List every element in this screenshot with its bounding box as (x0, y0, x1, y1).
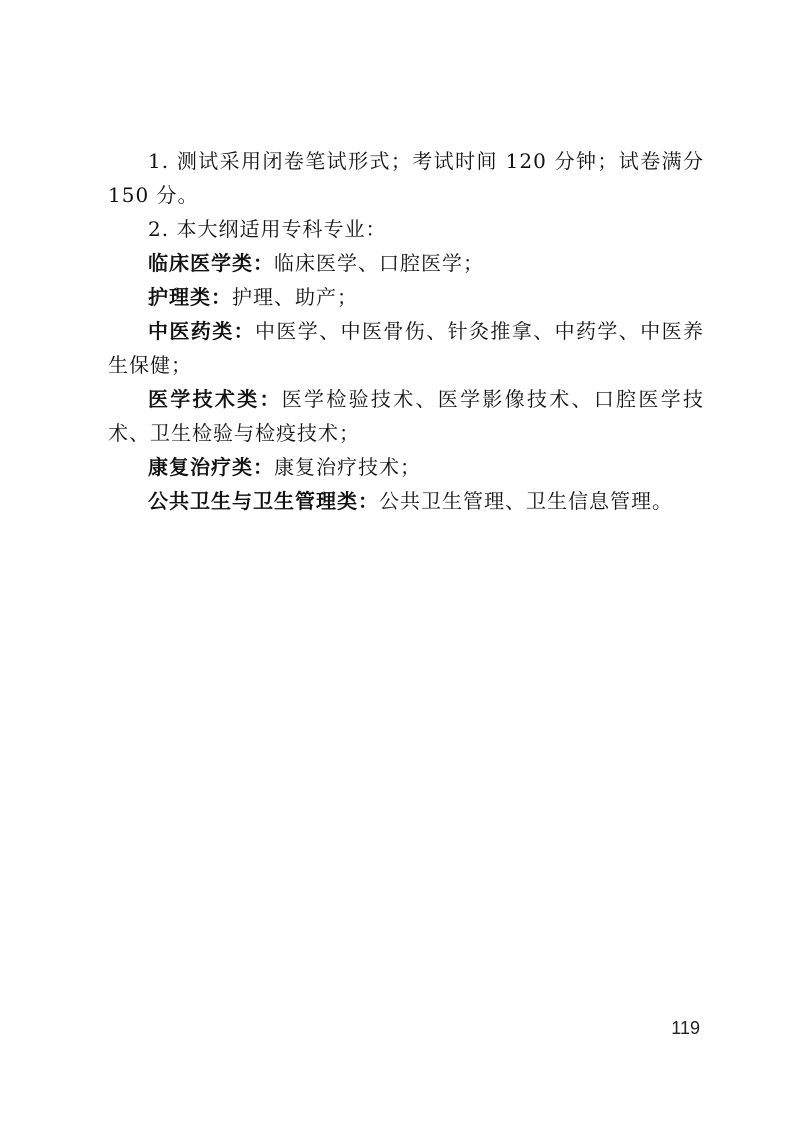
major-category-public-health (108, 484, 704, 518)
page-number: 119 (671, 1018, 700, 1038)
applicable-majors-intro: 2. 本大纲适用专科专业： (148, 217, 387, 241)
category-label: 医学技术类： (148, 387, 282, 411)
category-label: 康复治疗类： (148, 455, 274, 479)
category-label: 护理类： (148, 285, 232, 309)
category-items: 医学检验技术、医学影像技术、口腔医学技术、卫生检验与检疫技术； (108, 387, 704, 445)
major-category-rehab (108, 450, 704, 484)
major-category-tcm (108, 314, 704, 382)
category-items: 中医学、中医骨伤、针灸推拿、中药学、中医养生保健； (108, 319, 704, 377)
category-label: 公共卫生与卫生管理类： (148, 489, 379, 513)
category-label: 中医药类： (148, 319, 255, 343)
category-items: 康复治疗技术； (274, 455, 421, 479)
exam-format-paragraph: 1. 测试采用闭卷笔试形式；考试时间 120 分钟；试卷满分 150 分。 (108, 149, 704, 207)
category-label: 临床医学类： (148, 251, 274, 275)
major-category-clinical (108, 246, 704, 280)
document-body (108, 144, 704, 518)
category-items: 公共卫生管理、卫生信息管理。 (379, 489, 673, 513)
major-category-nursing (108, 280, 704, 314)
major-category-medical-tech (108, 382, 704, 450)
category-items: 临床医学、口腔医学； (274, 251, 484, 275)
category-items: 护理、助产； (232, 285, 358, 309)
